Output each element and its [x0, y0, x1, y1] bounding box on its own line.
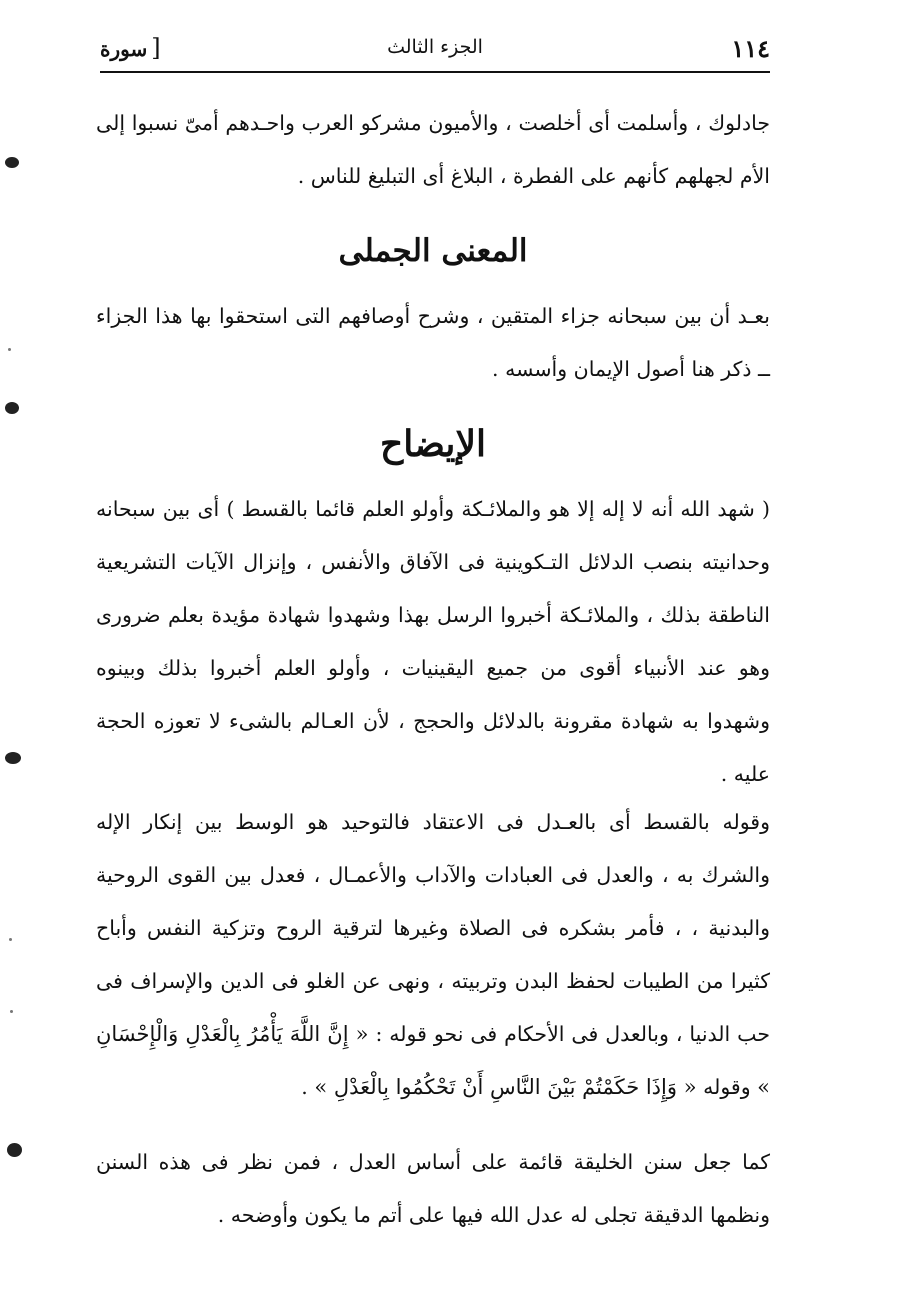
- paragraph-general-meaning: بعـد أن بين سبحانه جزاء المتقين ، وشرح أوصافهم التى استحقوا بها هذا الجزاء ــ ذكر هنا أصول الإيمان وأسسه .: [96, 304, 770, 381]
- paragraph-creation-laws: كما جعل سنن الخليقة قائمة على أساس العدل ، فمن نظر فى هذه السنن ونظمها الدقيقة تجلى له عدل الله فيها على أتم ما يكون وأوضحه .: [96, 1150, 770, 1227]
- margin-speck: [7, 1143, 22, 1157]
- paragraph-vocabulary: جادلوك ، وأسلمت أى أخلصت ، والأميون مشركو العرب واحـدهم أمىّ نسبوا إلى الأم لجهلهم كأنهم على الفطرة ، البلاغ أى التبليغ للناس .: [96, 111, 770, 188]
- surah-label: [100, 34, 161, 62]
- header-rule: [100, 71, 770, 73]
- heading-clarification: الإيضاح: [380, 423, 486, 465]
- justice-text: وقوله بالقسط أى بالعـدل فى الاعتقاد فالتوحيد هو الوسط بين إنكار الإله والشرك به ، والعدل فى العبادات والآداب والأعمـال ، فعدل بين القوى الروحية والبدنية ، ، فأمر بشكره فى الصلاة وغيرها لترقية الروح وتزكية النفس وأباح كثيرا من الطيبات لحفظ البدن وتربيته ، ونهى عن الغلو فى الدين والإسراف فى حب الدنيا ، وبالعدل فى الأحكام فى نحو قوله :: [96, 810, 770, 1046]
- margin-speck: [10, 1010, 13, 1013]
- paragraph-testimony: ( شهد الله أنه لا إله إلا هو والملائـكة وأولو العلم قائما بالقسط ) أى بين سبحانه وحدانيته بنصب الدلائل التـكوينية فى الآفاق والأنفس ، وإنزال الآيات التشريعية الناطقة بذلك ، والملائـكة أخبروا الرسل بهذا وشهدوا شهادة مؤيدة بعلم ضرورى وهو عند الأنبياء أقوى من جميع اليقينيات ، وأولو العلم أخبروا بذلك وبينوه وشهدوا به شهادة مقرونة بالدلائل والحجج ، لأن العـالم بالشىء لا تعوزه الحجة عليه .: [96, 497, 770, 786]
- margin-speck: [5, 157, 19, 168]
- running-title: الجزء الثالث: [387, 36, 483, 58]
- margin-speck: [5, 752, 21, 764]
- surah-label-text: سورة: [100, 37, 148, 61]
- margin-speck: [8, 348, 11, 351]
- quran-verse-judging: « وَإِذَا حَكَمْتُمْ بَيْنَ النَّاسِ أَنْ تَحْكُمُوا بِالْعَدْلِ »: [314, 1075, 697, 1099]
- justice-connector: وقوله: [703, 1075, 751, 1099]
- surah-bracket: [: [151, 34, 161, 62]
- heading-general-meaning: المعنى الجملى: [338, 233, 528, 269]
- margin-speck: [9, 938, 12, 941]
- quran-verse-justice: « إِنَّ اللَّهَ يَأْمُرُ بِالْعَدْلِ وَالْإِحْسَانِ »: [96, 1022, 770, 1099]
- paragraph-justice: [96, 796, 770, 1114]
- page-number: ١١٤: [731, 34, 770, 63]
- justice-end: .: [301, 1075, 308, 1099]
- running-header: [100, 34, 770, 70]
- margin-speck: [5, 402, 19, 414]
